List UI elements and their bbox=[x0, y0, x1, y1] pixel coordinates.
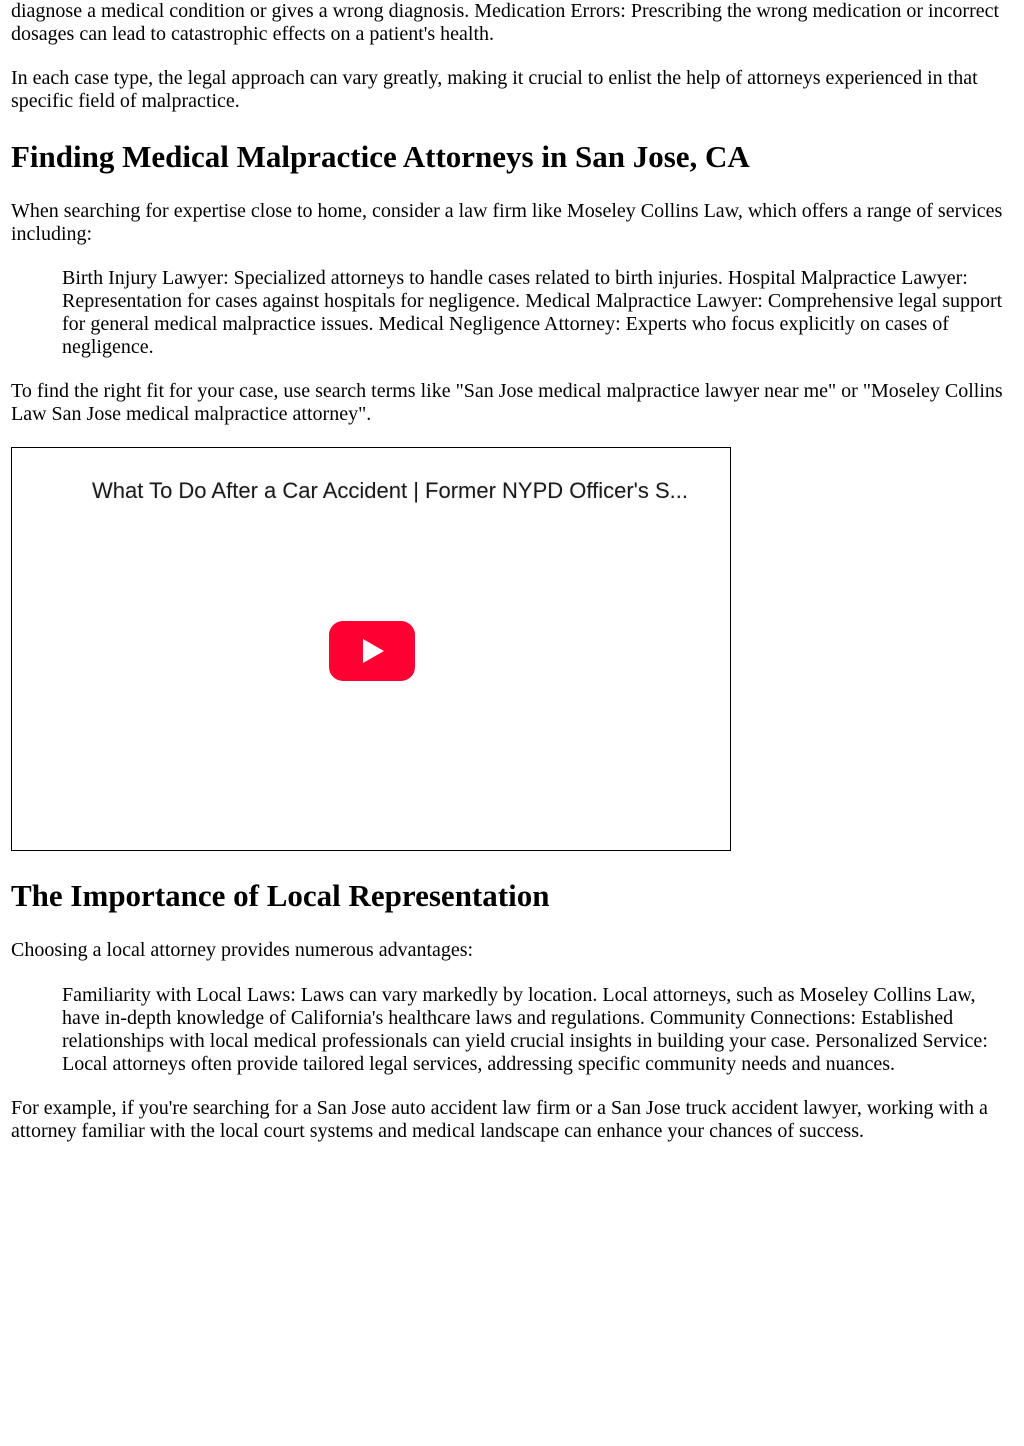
finding-attorneys-paragraph: When searching for expertise close to home, consider a law firm like Moseley Collins Law, which offers a range of services including: bbox=[11, 200, 1003, 245]
search-terms-paragraph: To find the right fit for your case, use search terms like "San Jose medical malpractice lawyer near me" or "Moseley Collins Law San Jose medical malpractice attorney". bbox=[11, 380, 1003, 425]
advantages-blockquote: Familiarity with Local Laws: Laws can vary markedly by location. Local attorneys, such as Moseley Collins Law, have in-depth knowledge of California's healthcare laws and regulations. Community Connections: Established relationships with local medical professionals can yield crucial insights in building your case. Personalized Service: Local attorneys often provide tailored legal services, addressing specific community needs and nuances. bbox=[62, 984, 988, 1075]
local-representation-paragraph: Choosing a local attorney provides numerous advantages: bbox=[11, 939, 474, 961]
embedded-video-player[interactable] bbox=[11, 447, 731, 851]
local-representation-heading: The Importance of Local Representation bbox=[11, 878, 550, 913]
case-type-paragraph: In each case type, the legal approach can vary greatly, making it crucial to enlist the help of attorneys experienced in that specific field of malpractice. bbox=[11, 67, 978, 112]
video-title[interactable]: What To Do After a Car Accident | Former NYPD Officer's S... bbox=[92, 478, 688, 503]
finding-attorneys-heading: Finding Medical Malpractice Attorneys in San Jose, CA bbox=[11, 139, 750, 174]
example-paragraph: For example, if you're searching for a San Jose auto accident law firm or a San Jose truck accident lawyer, working with a attorney familiar with the local court systems and medical landscape can enhance your chances of success. bbox=[11, 1097, 988, 1142]
services-blockquote: Birth Injury Lawyer: Specialized attorneys to handle cases related to birth injuries. Hospital Malpractice Lawyer: Representation for cases against hospitals for negligence. Medical Malpractice Lawyer: Comprehensive legal support for general medical malpractice issues. Medical Negligence Attorney: Experts who focus explicitly on cases of negligence. bbox=[62, 267, 1003, 358]
play-icon bbox=[363, 639, 384, 663]
play-button[interactable] bbox=[329, 621, 415, 681]
intro-paragraph: diagnose a medical condition or gives a wrong diagnosis. Medication Errors: Prescribing the wrong medication or incorrect dosages can lead to catastrophic effects on a patient's health. bbox=[11, 0, 1000, 45]
